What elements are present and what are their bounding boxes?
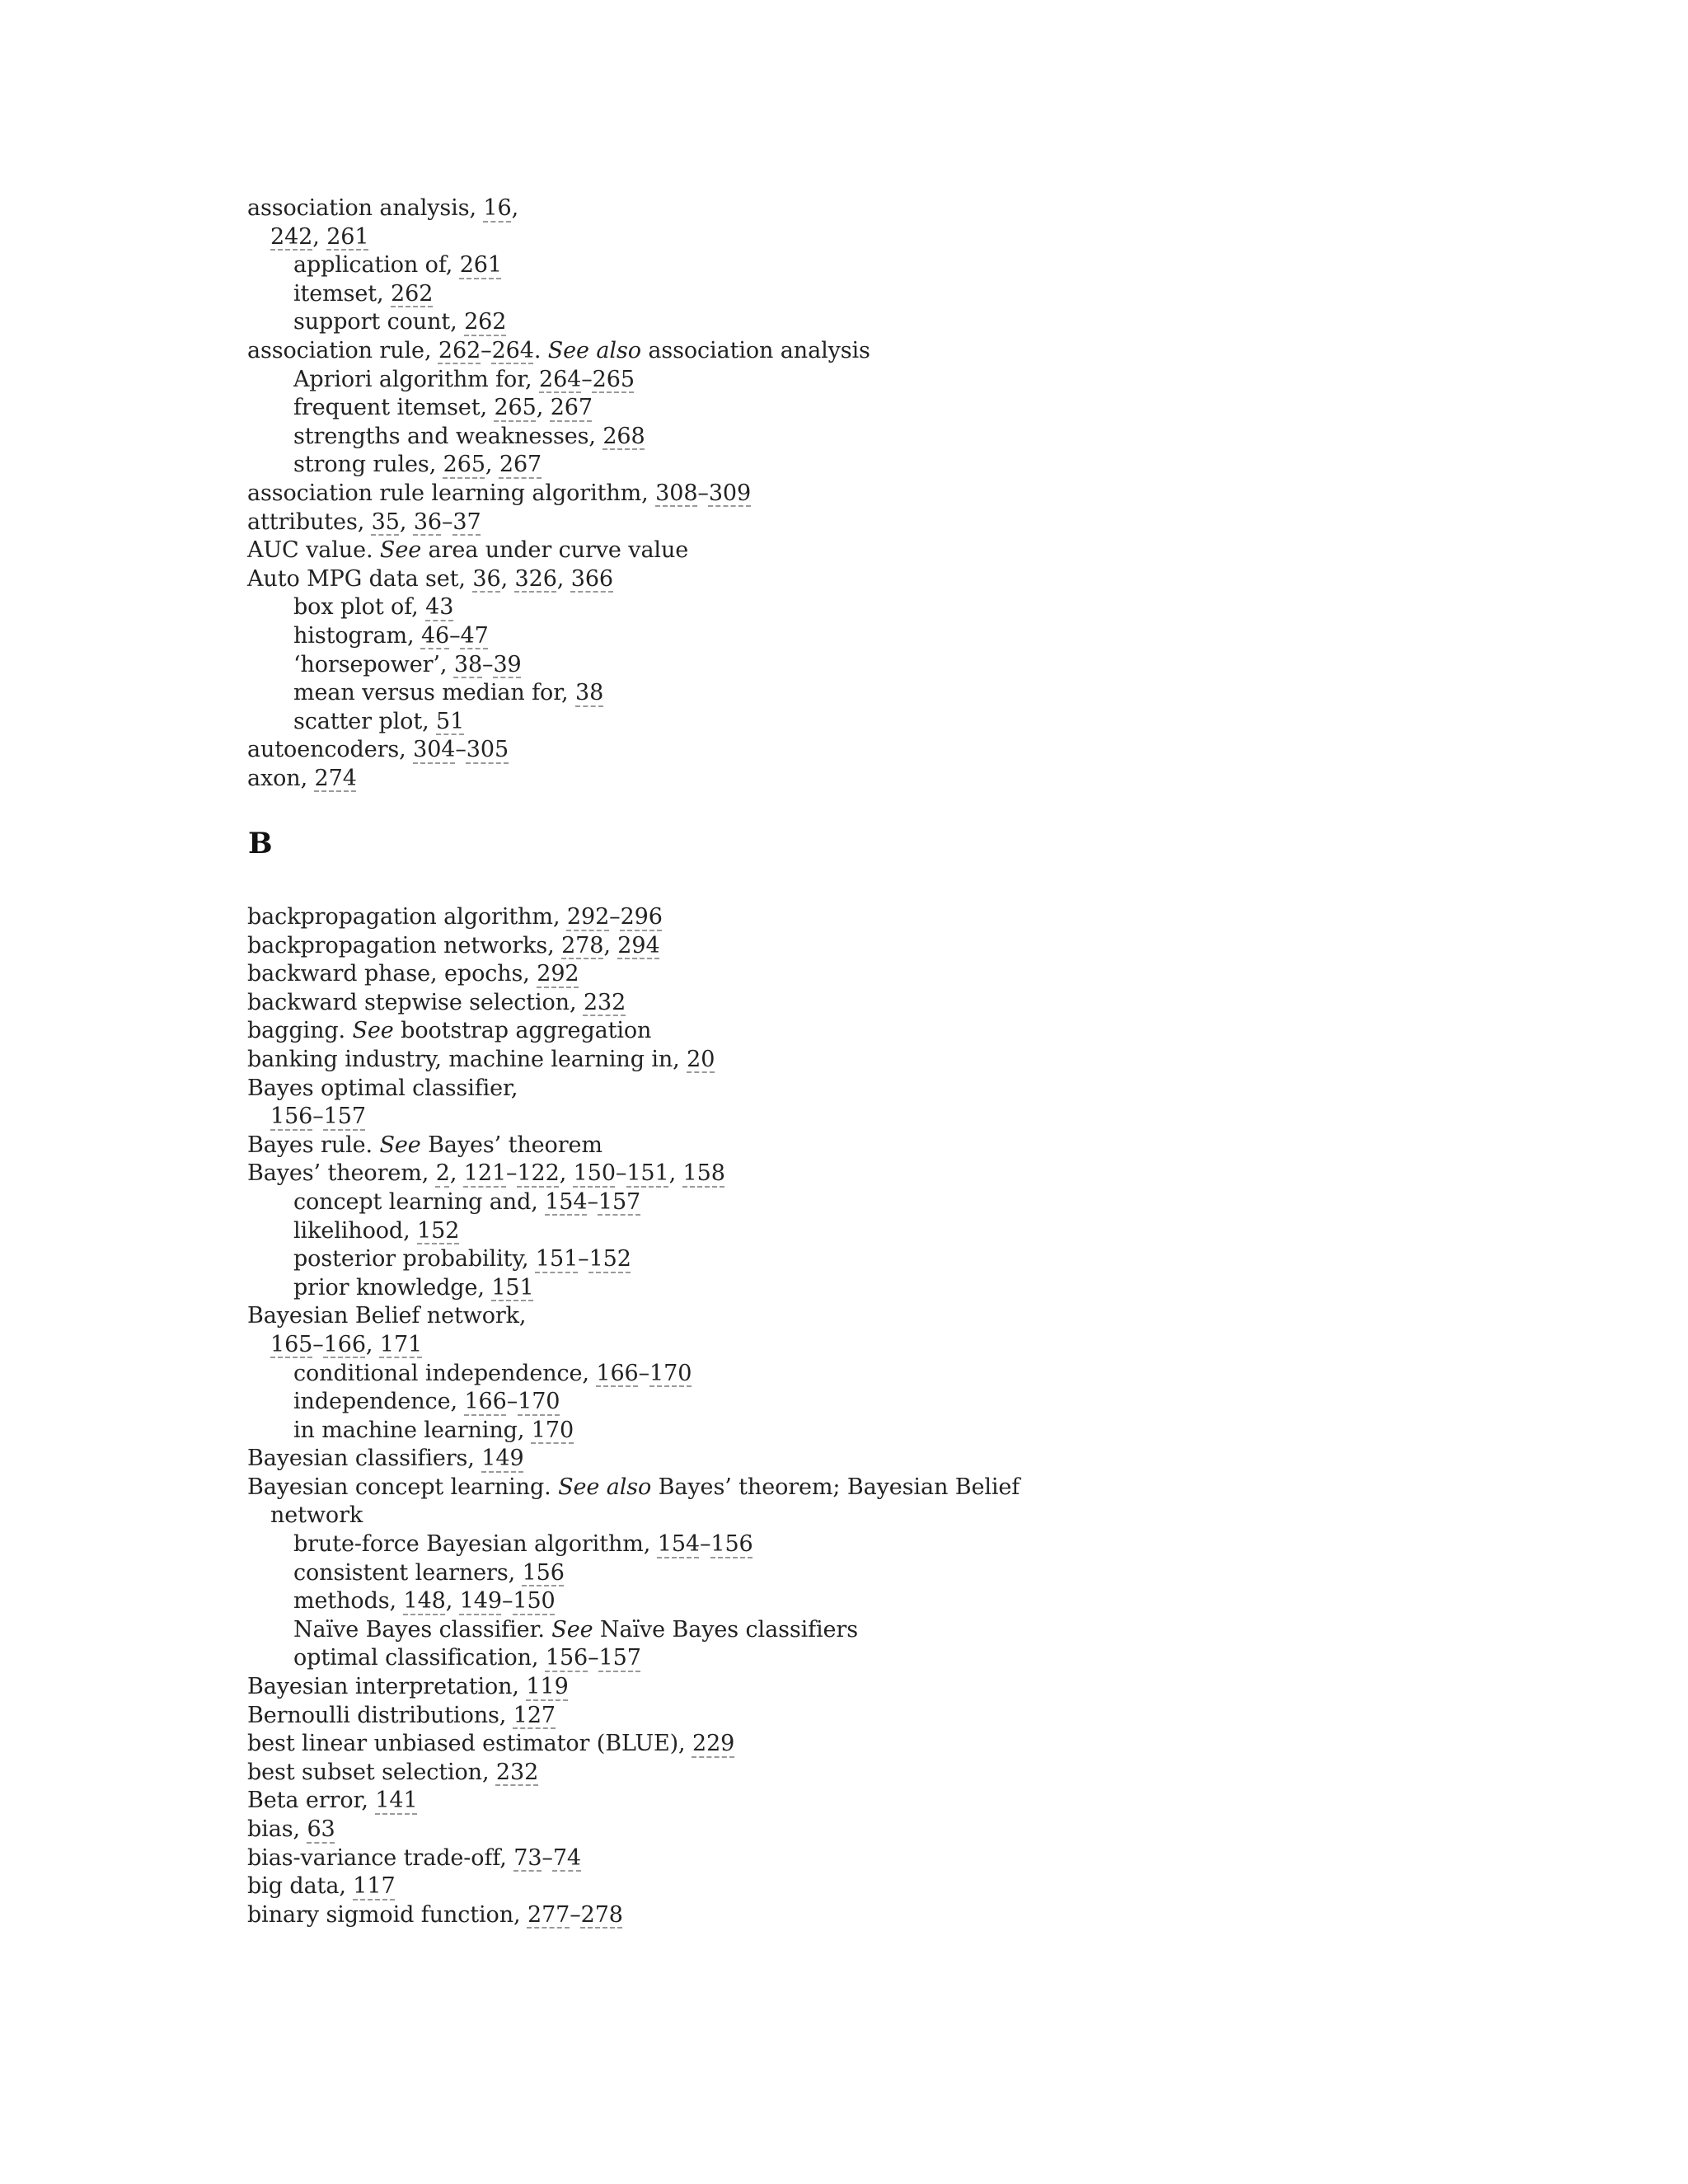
index-block-a bbox=[247, 194, 870, 793]
index-entry bbox=[247, 1816, 1020, 1844]
page-link[interactable]: 242 bbox=[270, 223, 313, 250]
see-reference-label: See bbox=[379, 537, 422, 564]
page-link[interactable]: 262 bbox=[438, 337, 481, 363]
page-link[interactable]: 166 bbox=[464, 1389, 507, 1415]
page-link[interactable]: 294 bbox=[617, 932, 660, 958]
section-heading-b: B bbox=[248, 827, 273, 860]
page-link[interactable]: 304 bbox=[413, 737, 456, 763]
entry-text: – bbox=[542, 1844, 553, 1871]
entry-text: – bbox=[587, 1188, 598, 1215]
index-entry bbox=[247, 1673, 1020, 1702]
entry-text: bias, bbox=[247, 1816, 307, 1842]
index-subentry bbox=[247, 1245, 1020, 1274]
entry-text: box plot of, bbox=[293, 594, 426, 621]
index-entry bbox=[247, 765, 870, 794]
page-link[interactable]: 2 bbox=[435, 1160, 450, 1187]
entry-text: Bayes’ theorem; Bayesian Belief bbox=[651, 1474, 1020, 1500]
entry-text: , bbox=[365, 1331, 380, 1357]
entry-text: Apriori algorithm for, bbox=[293, 366, 539, 392]
entry-text: – bbox=[481, 337, 492, 363]
page-link[interactable]: 73 bbox=[513, 1844, 542, 1871]
page-link[interactable]: 229 bbox=[692, 1731, 735, 1757]
entry-text: independence, bbox=[293, 1389, 465, 1415]
page-link[interactable]: 74 bbox=[552, 1844, 581, 1871]
page-link[interactable]: 308 bbox=[655, 480, 698, 506]
entry-text: , bbox=[500, 565, 515, 592]
entry-text: , bbox=[668, 1160, 683, 1187]
page-link[interactable]: 158 bbox=[682, 1160, 725, 1187]
page-link[interactable]: 278 bbox=[580, 1901, 623, 1928]
entry-text: scatter plot, bbox=[293, 708, 437, 734]
index-subentry bbox=[247, 1360, 1020, 1389]
entry-text: – bbox=[697, 480, 709, 506]
page-link[interactable]: 170 bbox=[649, 1360, 692, 1386]
entry-text: Naïve Bayes classifier. bbox=[293, 1616, 552, 1643]
entry-text: axon, bbox=[247, 765, 315, 791]
page-link[interactable]: 36 bbox=[413, 509, 442, 535]
index-entry bbox=[247, 537, 870, 565]
page-link[interactable]: 265 bbox=[592, 366, 635, 392]
entry-text: Bayesian classifiers, bbox=[247, 1446, 482, 1472]
entry-text: application of, bbox=[293, 252, 460, 279]
entry-text: backpropagation algorithm, bbox=[247, 904, 567, 930]
entry-text: – bbox=[581, 366, 593, 392]
entry-text: banking industry, machine learning in, bbox=[247, 1046, 687, 1072]
page-link[interactable]: 262 bbox=[464, 309, 507, 335]
entry-text: backward phase, epochs, bbox=[247, 961, 537, 987]
entry-text: , bbox=[312, 223, 327, 250]
index-entry-continuation bbox=[247, 1331, 1020, 1360]
page-link[interactable]: 261 bbox=[459, 252, 502, 279]
page-link[interactable]: 151 bbox=[535, 1246, 579, 1272]
page-link[interactable]: 16 bbox=[483, 195, 512, 221]
index-entry bbox=[247, 565, 870, 594]
index-subentry bbox=[247, 251, 870, 280]
index-subentry bbox=[247, 651, 870, 680]
page-link[interactable]: 154 bbox=[545, 1188, 588, 1215]
entry-text: Auto MPG data set, bbox=[247, 565, 473, 592]
index-entry bbox=[247, 1901, 1020, 1930]
entry-text: network bbox=[270, 1502, 363, 1529]
entry-text: posterior probability, bbox=[293, 1246, 536, 1272]
index-subentry bbox=[247, 1388, 1020, 1417]
entry-text: association analysis, bbox=[247, 195, 484, 221]
page-link[interactable]: 121 bbox=[463, 1160, 507, 1187]
index-entry-continuation bbox=[247, 1103, 1020, 1132]
page-link[interactable]: 166 bbox=[596, 1360, 639, 1386]
page-link[interactable]: 43 bbox=[425, 594, 454, 621]
page-link[interactable]: 232 bbox=[583, 989, 626, 1015]
page-link[interactable]: 156 bbox=[522, 1559, 565, 1586]
page-link[interactable]: 305 bbox=[466, 737, 509, 763]
entry-text: best subset selection, bbox=[247, 1759, 496, 1785]
index-subentry bbox=[247, 366, 870, 395]
page-link[interactable]: 274 bbox=[314, 765, 357, 791]
index-entry bbox=[247, 1702, 1020, 1731]
page-link[interactable]: 38 bbox=[575, 680, 604, 706]
page-link[interactable]: 278 bbox=[561, 932, 604, 958]
page-link[interactable]: 157 bbox=[598, 1188, 641, 1215]
page-link[interactable]: 127 bbox=[513, 1702, 556, 1728]
entry-text: association rule learning algorithm, bbox=[247, 480, 656, 506]
page-link[interactable]: 157 bbox=[598, 1645, 641, 1671]
page-link[interactable]: 232 bbox=[495, 1759, 539, 1785]
entry-text: autoencoders, bbox=[247, 737, 414, 763]
entry-text: , bbox=[556, 565, 571, 592]
entry-text: in machine learning, bbox=[293, 1417, 532, 1443]
see-reference-label: See bbox=[551, 1616, 593, 1643]
entry-text: – bbox=[482, 651, 494, 677]
page-link[interactable]: 152 bbox=[588, 1246, 631, 1272]
entry-text: conditional independence, bbox=[293, 1360, 597, 1386]
page-link[interactable]: 296 bbox=[620, 904, 663, 930]
entry-text: , bbox=[449, 1160, 464, 1187]
entry-text: backpropagation networks, bbox=[247, 932, 562, 958]
index-entry bbox=[247, 1046, 1020, 1075]
entry-text: association analysis bbox=[640, 337, 870, 363]
entry-text: – bbox=[501, 1588, 513, 1615]
entry-text: Bayesian Belief network, bbox=[247, 1303, 527, 1329]
entry-text: , bbox=[559, 1160, 574, 1187]
entry-text: – bbox=[638, 1360, 650, 1386]
page-link[interactable]: 38 bbox=[453, 651, 483, 677]
page-link[interactable]: 262 bbox=[391, 280, 434, 307]
entry-text: Bayesian interpretation, bbox=[247, 1674, 527, 1700]
index-entry bbox=[247, 1759, 1020, 1788]
entry-text: , bbox=[445, 1588, 460, 1615]
entry-text: best linear unbiased estimator (BLUE), bbox=[247, 1731, 692, 1757]
entry-text: – bbox=[699, 1531, 711, 1558]
entry-text: Naïve Bayes classifiers bbox=[593, 1616, 858, 1643]
index-entry bbox=[247, 903, 1020, 932]
entry-text: Bayes optimal classifier, bbox=[247, 1075, 518, 1101]
index-subentry bbox=[247, 1644, 1020, 1673]
entry-text: Bayesian concept learning. bbox=[247, 1474, 559, 1500]
page-link[interactable]: 292 bbox=[566, 904, 610, 930]
page-link[interactable]: 170 bbox=[518, 1389, 560, 1415]
entry-text: binary sigmoid function, bbox=[247, 1901, 528, 1928]
index-subentry bbox=[247, 308, 870, 337]
entry-text: , bbox=[485, 452, 499, 478]
page-link[interactable]: 36 bbox=[472, 565, 501, 592]
index-subentry bbox=[247, 1417, 1020, 1446]
index-subentry bbox=[247, 280, 870, 309]
index-entry bbox=[247, 480, 870, 509]
index-block-b bbox=[247, 903, 1020, 1929]
entry-text: consistent learners, bbox=[293, 1559, 523, 1586]
index-entry bbox=[247, 1160, 1020, 1188]
index-entry bbox=[247, 1132, 1020, 1160]
entry-text: AUC value. bbox=[247, 537, 380, 564]
page-link[interactable]: 309 bbox=[708, 480, 752, 506]
entry-text: – bbox=[578, 1246, 589, 1272]
index-entry bbox=[247, 989, 1020, 1018]
entry-text: brute-force Bayesian algorithm, bbox=[293, 1531, 658, 1558]
index-subentry bbox=[247, 1274, 1020, 1303]
page-link[interactable]: 156 bbox=[710, 1531, 753, 1558]
index-entry-continuation bbox=[247, 223, 870, 252]
index-entry bbox=[247, 509, 870, 537]
index-entry bbox=[247, 1075, 1020, 1104]
entry-text: area under curve value bbox=[421, 537, 689, 564]
page-link[interactable]: 35 bbox=[371, 509, 400, 535]
entry-text: , bbox=[536, 395, 551, 421]
page-link[interactable]: 166 bbox=[323, 1331, 366, 1357]
index-subentry bbox=[247, 622, 870, 651]
index-entry bbox=[247, 1017, 1020, 1046]
page-link[interactable]: 39 bbox=[493, 651, 522, 677]
index-entry bbox=[247, 736, 870, 765]
entry-text: frequent itemset, bbox=[293, 395, 495, 421]
entry-text: bias-variance trade-off, bbox=[247, 1844, 514, 1871]
entry-text: , bbox=[603, 932, 618, 958]
index-subentry bbox=[247, 394, 870, 423]
page-link[interactable]: 63 bbox=[307, 1816, 335, 1842]
entry-text: ‘horsepower’, bbox=[293, 651, 454, 677]
page-link[interactable]: 171 bbox=[379, 1331, 423, 1357]
page-link[interactable]: 141 bbox=[375, 1788, 418, 1814]
page-link[interactable]: 154 bbox=[657, 1531, 700, 1558]
page-link[interactable]: 326 bbox=[514, 565, 557, 592]
entry-text: – bbox=[441, 509, 453, 535]
index-subentry bbox=[247, 679, 870, 708]
entry-text: , bbox=[399, 509, 414, 535]
page-link[interactable]: 149 bbox=[481, 1446, 524, 1472]
page-link[interactable]: 119 bbox=[526, 1674, 569, 1700]
page-link[interactable]: 264 bbox=[539, 366, 582, 392]
index-subentry bbox=[247, 1530, 1020, 1559]
entry-text: Bayes’ theorem, bbox=[247, 1160, 436, 1187]
entry-text: concept learning and, bbox=[293, 1188, 546, 1215]
index-subentry bbox=[247, 593, 870, 622]
index-entry bbox=[247, 960, 1020, 989]
index-subentry bbox=[247, 1559, 1020, 1588]
entry-text: methods, bbox=[293, 1588, 404, 1615]
page-link[interactable]: 150 bbox=[513, 1588, 556, 1615]
index-subentry bbox=[247, 708, 870, 737]
entry-text: – bbox=[615, 1160, 627, 1187]
index-entry bbox=[247, 194, 870, 223]
entry-text: support count, bbox=[293, 309, 465, 335]
page-link[interactable]: 37 bbox=[452, 509, 481, 535]
entry-text: association rule, bbox=[247, 337, 438, 363]
page-link[interactable]: 47 bbox=[460, 622, 489, 649]
entry-text: , bbox=[511, 195, 519, 221]
page-link[interactable]: 265 bbox=[494, 395, 537, 421]
index-entry bbox=[247, 932, 1020, 961]
page-link[interactable]: 292 bbox=[537, 961, 579, 987]
page-link[interactable]: 267 bbox=[550, 395, 593, 421]
page-link[interactable]: 46 bbox=[420, 622, 450, 649]
page-link[interactable]: 265 bbox=[443, 452, 485, 478]
entry-text: – bbox=[449, 622, 461, 649]
page-link[interactable]: 157 bbox=[323, 1104, 366, 1130]
entry-text: – bbox=[506, 1389, 518, 1415]
page-link[interactable]: 267 bbox=[499, 452, 542, 478]
page-link[interactable]: 151 bbox=[626, 1160, 669, 1187]
entry-text: likelihood, bbox=[293, 1217, 418, 1244]
page-link[interactable]: 366 bbox=[570, 565, 614, 592]
entry-text: prior knowledge, bbox=[293, 1274, 492, 1301]
index-subentry bbox=[247, 1587, 1020, 1616]
index-entry bbox=[247, 1474, 1020, 1502]
index-entry-continuation bbox=[247, 1502, 1020, 1530]
entry-text: histogram, bbox=[293, 622, 421, 649]
page-link[interactable]: 51 bbox=[436, 708, 465, 734]
entry-text: Bernoulli distributions, bbox=[247, 1702, 513, 1728]
see-reference-label: See bbox=[352, 1018, 394, 1044]
entry-text: Bayes’ theorem bbox=[420, 1132, 603, 1158]
entry-text: attributes, bbox=[247, 509, 372, 535]
entry-text: strengths and weaknesses, bbox=[293, 423, 603, 449]
entry-text: optimal classification, bbox=[293, 1645, 546, 1671]
page-link[interactable]: 122 bbox=[517, 1160, 560, 1187]
index-entry bbox=[247, 1302, 1020, 1331]
page-link[interactable]: 264 bbox=[491, 337, 534, 363]
entry-text: – bbox=[455, 737, 467, 763]
index-subentry bbox=[247, 423, 870, 452]
page-link[interactable]: 261 bbox=[326, 223, 369, 250]
entry-text: Beta error, bbox=[247, 1788, 376, 1814]
entry-text: bootstrap aggregation bbox=[393, 1018, 652, 1044]
page-link[interactable]: 152 bbox=[417, 1217, 460, 1244]
entry-text: . bbox=[533, 337, 548, 363]
page-link[interactable]: 268 bbox=[603, 423, 645, 449]
page-link[interactable]: 20 bbox=[687, 1046, 715, 1072]
page-link[interactable]: 117 bbox=[353, 1873, 396, 1900]
entry-text: Bayes rule. bbox=[247, 1132, 380, 1158]
entry-text: – bbox=[609, 904, 621, 930]
index-entry bbox=[247, 1787, 1020, 1816]
entry-text: – bbox=[588, 1645, 599, 1671]
page-link[interactable]: 148 bbox=[403, 1588, 446, 1615]
entry-text: strong rules, bbox=[293, 452, 443, 478]
index-subentry bbox=[247, 451, 870, 480]
entry-text: – bbox=[506, 1160, 518, 1187]
index-subentry bbox=[247, 1217, 1020, 1246]
see-reference-label: See also bbox=[547, 337, 641, 363]
index-subentry bbox=[247, 1616, 1020, 1645]
entry-text: – bbox=[312, 1331, 324, 1357]
entry-text: big data, bbox=[247, 1873, 354, 1900]
index-entry bbox=[247, 1872, 1020, 1901]
page-link[interactable]: 150 bbox=[573, 1160, 616, 1187]
entry-text: backward stepwise selection, bbox=[247, 989, 584, 1015]
page-link[interactable]: 156 bbox=[270, 1104, 313, 1130]
entry-text: mean versus median for, bbox=[293, 680, 575, 706]
index-entry bbox=[247, 337, 870, 366]
page-link[interactable]: 151 bbox=[491, 1274, 534, 1301]
index-subentry bbox=[247, 1188, 1020, 1217]
entry-text: itemset, bbox=[293, 280, 392, 307]
index-entry bbox=[247, 1445, 1020, 1474]
entry-text: – bbox=[570, 1901, 581, 1928]
see-reference-label: See also bbox=[558, 1474, 652, 1500]
entry-text: – bbox=[312, 1104, 324, 1130]
page-link[interactable]: 165 bbox=[270, 1331, 313, 1357]
index-entry bbox=[247, 1730, 1020, 1759]
index-entry bbox=[247, 1844, 1020, 1873]
entry-text: bagging. bbox=[247, 1018, 353, 1044]
page-link[interactable]: 156 bbox=[545, 1645, 588, 1671]
page-link[interactable]: 170 bbox=[531, 1417, 574, 1443]
page-link[interactable]: 277 bbox=[527, 1901, 570, 1928]
page-link[interactable]: 149 bbox=[459, 1588, 502, 1615]
see-reference-label: See bbox=[379, 1132, 421, 1158]
